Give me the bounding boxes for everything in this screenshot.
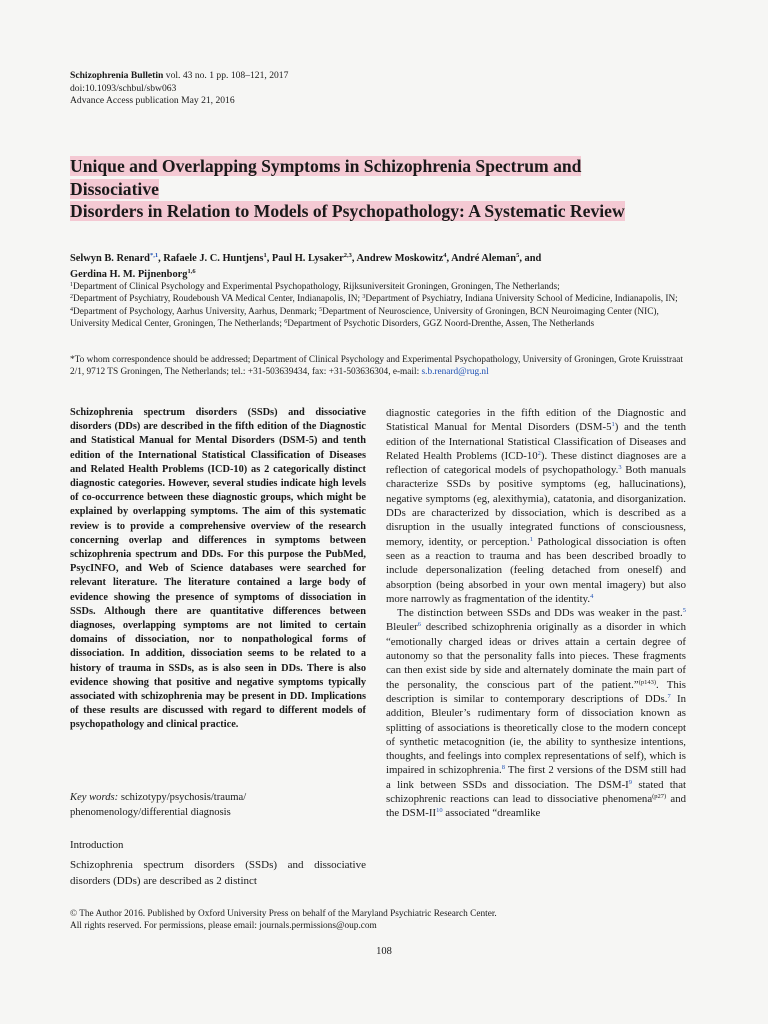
page-number: 108 — [376, 946, 392, 957]
reference-link[interactable]: 4 — [590, 592, 594, 600]
author: Rafaele J. C. Huntjens — [163, 253, 264, 264]
text-run: The distinction between SSDs and DDs was weaker in the past. — [397, 607, 683, 620]
affiliation-2: Department of Psychiatry, Roudeboush VA Medical Center, Indianapolis, IN; — [73, 294, 363, 305]
paragraph — [386, 406, 686, 606]
affiliations: $^1$Department of Clinical Psychology and Experimental Psychopathology, Rijksuniversiteit Groningen, Groningen, The Netherlands; $^2$Department of Psychiatry, Roudeboush VA Medical Center, Indianapolis, IN; $^3$Department of Psychiatry, Indiana University School of Medicine, Indianapolis, IN; $^4$Department of Psychology, Aarhus University, Aarhus, Denmark; $^5$Department of Neuroscience, University of Groningen, BCN Neuroimaging Center (NIC), University Medical Center, Groningen, The Netherlands; $^6$Department of Psychotic Disorders, GGZ Noord-Drenthe, Assen, The Netherlands — [70, 282, 678, 330]
affiliation-5: Department of Neuroscience, University of Groningen, BCN Neuroimaging Center (NIC), University Medical Center, Groningen, The Netherlands; — [70, 306, 659, 330]
affiliation-1: Department of Clinical Psychology and Experimental Psychopathology, Rijksuniversiteit Groningen, Groningen, The Netherlands; — [73, 282, 560, 292]
text-run: and the DSM-II — [386, 793, 686, 820]
author-separator: , — [351, 253, 357, 264]
doi: doi:10.1093/schbul/sbw063 — [70, 82, 177, 94]
author-separator: , and — [519, 253, 542, 264]
author-affiliation-ref: 1,6 — [187, 268, 196, 275]
reference-link[interactable]: 9 — [628, 778, 633, 786]
author-separator: , — [446, 253, 452, 264]
page-citation: (p27) — [652, 793, 667, 801]
author-separator: , — [266, 253, 272, 264]
copyright-line-1: © The Author 2016. Published by Oxford University Press on behalf of the Maryland Psychiatric Research Center. — [70, 909, 497, 919]
reference-link[interactable]: 6 — [417, 621, 422, 629]
author: Paul H. Lysaker — [271, 253, 344, 264]
keywords-label: Key words: — [70, 792, 119, 803]
author-affiliation-ref: 5 — [516, 252, 520, 259]
section-heading-introduction: Introduction — [70, 839, 124, 851]
author-list — [70, 251, 690, 283]
author-affiliation-ref[interactable]: *,1 — [149, 252, 159, 259]
text-run: described schizophrenia originally as a disorder in which “emotionally charged ideas or drives attain a certain degree of autonomy so that the personality falls into pieces. These fragments can then exist side by side and alternately dominate the main part of the personality, the conscious part of the patient.” — [386, 621, 686, 691]
author: Andrew Moskowitz — [356, 253, 444, 264]
affiliation-3: Department of Psychiatry, Indiana University School of Medicine, Indianapolis, IN; — [365, 294, 678, 305]
reference-link[interactable]: 3 — [618, 464, 622, 472]
text-run: ) and the tenth edition of the International Statistical Classification of Diseases and Related Health Problems (ICD-10 — [386, 421, 687, 462]
author: Selwyn B. Renard — [70, 253, 150, 264]
author-affiliation-ref: 4 — [443, 252, 447, 259]
reference-link[interactable]: 8 — [501, 764, 505, 772]
text-run: associated “dreamlike — [442, 807, 541, 820]
copyright-line-2: All rights reserved. For permissions, please email: journals.permissions@oup.com — [70, 920, 377, 931]
text-run: ). These distinct diagnoses are a reflection of categorical models of psychopathology. — [386, 449, 686, 477]
journal-header — [70, 70, 288, 108]
journal-name: Schizophrenia Bulletin — [70, 70, 164, 81]
title-line-2: Disorders in Relation to Models of Psychopathology: A Systematic Review — [70, 201, 625, 221]
text-run: Pathological dissociation is often seen as a reaction to trauma and has been described broadly to include depersonalization (feeling detached from oneself) and absorption (being absorbed in your own mental imagery) but also more narrowly as fragmentation of the identity. — [386, 535, 686, 605]
text-run: diagnostic categories in the fifth edition of the Diagnostic and Statistical Manual for Mental Disorders (DSM-5 — [386, 407, 686, 434]
affiliation-6: Department of Psychotic Disorders, GGZ Noord-Drenthe, Assen, The Netherlands — [287, 319, 595, 330]
text-run: stated that schizophrenic reactions can lead to dissociative phenomena — [386, 778, 686, 806]
article-title — [70, 155, 666, 223]
keywords-text: schizotypy/psychosis/trauma/ phenomenology/differential diagnosis — [70, 792, 247, 818]
correspondence-email-link[interactable]: s.b.renard@rug.nl — [421, 367, 489, 378]
journal-citation — [70, 70, 288, 83]
text-run: Bleuler — [386, 621, 418, 634]
copyright-notice — [70, 909, 690, 933]
reference-link[interactable]: 5 — [682, 607, 686, 615]
page-citation: (p143) — [638, 678, 657, 686]
reference-link[interactable]: 10 — [436, 807, 443, 815]
right-column — [386, 406, 686, 821]
text-run: Both manuals characterize SSDs by positive symptoms (eg, hallucinations), negative symptoms (eg, alexithymia), catatonia, and disorganization. DDs are characterized by dissociation, which is described as a disruption in the usually integrated functions of consciousness, memory, identity, or perception. — [386, 464, 686, 548]
text-run: The first 2 versions of the DSM still had a link between SSDs and dissociation. The DSM-I — [386, 764, 686, 791]
introduction-text: Schizophrenia spectrum disorders (SSDs) and dissociative disorders (DDs) are described as 2 distinct — [70, 859, 366, 887]
paragraph — [386, 606, 686, 820]
abstract: Schizophrenia spectrum disorders (SSDs) and dissociative disorders (DDs) are described in the fifth edition of the Diagnostic and Statistical Manual for Mental Disorders (DSM-5) and tenth edition of the International Statistical Classification of Diseases and Related Health Problems (ICD-10) as 2 categorically distinct diagnostic categories. However, several studies indicate high levels of co-occurrence between these diagnostic groups, which might be explained by overlapping symptoms. The aim of this systematic review is to provide a comprehensive overview of the research concerning overlap and differences in symptoms between schizophrenia spectrum and DDs. For this purpose the PubMed, PsycINFO, and Web of Science databases were searched for relevant literature. The literature contained a large body of evidence showing the presence of symptoms of dissociation in SSDs. Although there are quantitative differences between diagnoses, overlapping symptoms are not limited to certain domains of dissociation, nor to nonpathological forms of dissociation. In addition, dissociation seems to be related to a history of trauma in SSDs, as is also seen in DDs. There is also evidence showing that positive and negative symptoms typically associated with schizophrenia may be present in DD. Implications of these results are discussed with regard to different models of psychopathology and clinical practice. — [70, 407, 366, 731]
author-affiliation-ref: 2,3 — [343, 252, 352, 259]
reference-link[interactable]: 1 — [611, 421, 615, 429]
affiliation-4: Department of Psychology, Aarhus University, Aarhus, Denmark; — [73, 306, 320, 317]
reference-link[interactable]: 1 — [529, 535, 533, 543]
journal-volume: vol. 43 no. 1 pp. 108–121, 2017 — [163, 70, 289, 81]
author-separator: , — [158, 253, 164, 264]
author: Gerdina H. M. Pijnenborg — [70, 269, 188, 280]
author-affiliation-ref: 1 — [263, 252, 267, 259]
correspondence-text: *To whom correspondence should be addressed; Department of Clinical Psychology and Experimental Psychopathology, University of Groningen, Grote Kruisstraat 2/1, 9712 TS Groningen, The Netherlands; tel.: +31-503639434, fax: +31-503636304, e-mail: — [70, 355, 683, 378]
keywords — [70, 790, 366, 820]
title-line-1: Unique and Overlapping Symptoms in Schizophrenia Spectrum and Dissociative — [70, 156, 582, 199]
author: André Aleman — [451, 253, 517, 264]
text-run: . This description is similar to contemporary descriptions of DDs. — [386, 678, 687, 705]
text-run: In addition, Bleuler’s rudimentary form of dissociation known as splitting of associations is theoretically close to the modern concept of synthetic metacognition (ie, the ability to synthesize intentions, thoughts, and feelings into complex representations of self), which is impaired in schizophrenia. — [386, 692, 687, 777]
reference-link[interactable]: 7 — [667, 692, 671, 700]
reference-link[interactable]: 2 — [537, 449, 541, 457]
advance-access: Advance Access publication May 21, 2016 — [70, 95, 235, 106]
correspondence — [70, 354, 690, 379]
